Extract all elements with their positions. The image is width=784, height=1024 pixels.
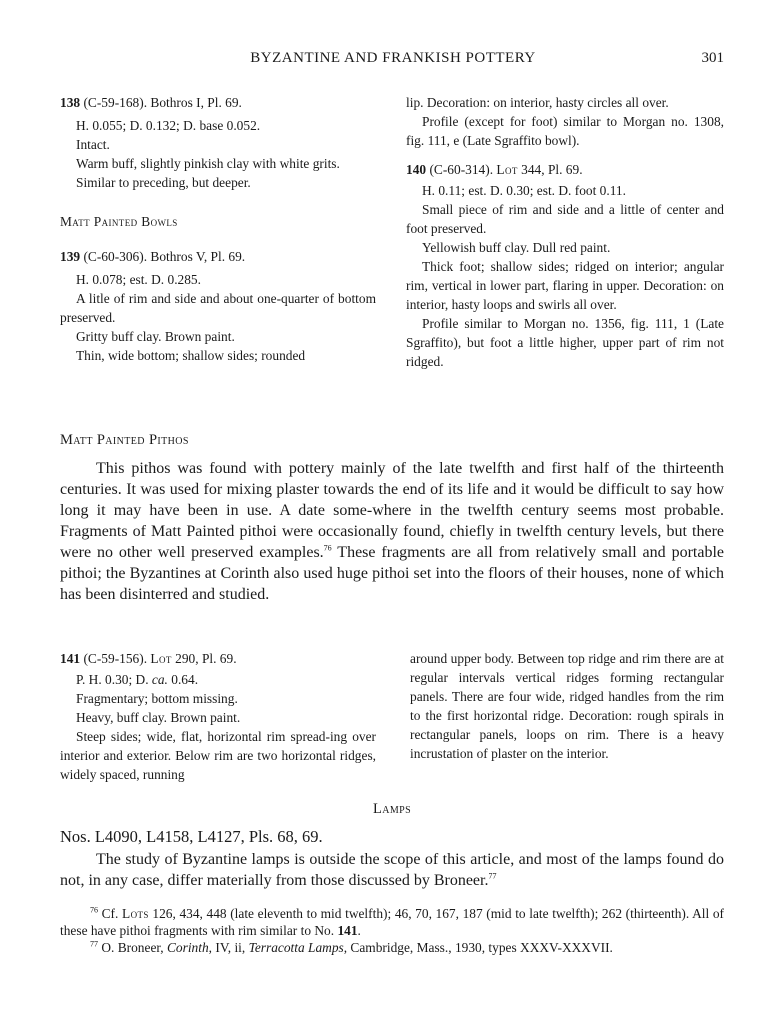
section-heading-matt-painted-pithos: Matt Painted Pithos <box>60 432 189 448</box>
lamps-numbers: Nos. L4090, L4158, L4127, Pls. 68, 69. <box>60 827 323 846</box>
entry-140-dimensions: H. 0.11; est. D. 0.30; est. D. foot 0.11. <box>422 183 626 198</box>
entry-141-description: around upper body. Between top ridge and rim there are at regular intervals vertical ridges forming rectangular panels. There are four wide, ridged handles from the rim to the first horizontal ridge. Decoration: rough spirals in rectangular panels, loops on rim. There is a heavy incrustation of plaster on the interior. <box>410 651 724 761</box>
entry-138-preservation: Intact. <box>76 137 110 152</box>
entry-138-heading: 138 (C-59-168). Bothros I, Pl. 69. <box>60 95 242 110</box>
right-column-top <box>406 93 724 371</box>
entry-139-clay: Gritty buff clay. Brown paint. <box>76 329 235 344</box>
entry-141-left <box>60 649 376 784</box>
pithos-paragraph: This pithos was found with pottery mainly of the late twelfth and first half of the thirteenth centuries. It was used for mixing plaster towards the end of its life and it would be difficult to say how long it may have been in use. A date some-where in the twelfth century seems most probable. Fragments of Matt Painted pithoi were occasionally found, chiefly in twelfth century levels, but there were no other well preserved examples.$^{76}$ These fragments are all from relatively small and portable pithoi; the Byzantines at Corinth also used huge pithoi set into the floors of their houses, none of which has been disinterred and studied. <box>60 460 724 603</box>
entry-140-shape: Thick foot; shallow sides; ridged on interior; angular rim, vertical in lower part, flaring in upper. Decoration: on interior, hasty loops and swirls all over. <box>406 259 724 312</box>
entry-141-heading: 141 (C-59-156). Lot 290, Pl. 69. <box>60 651 237 666</box>
entry-139-profile: Profile (except for foot) similar to Morgan no. 1308, fig. 111, e (Late Sgraffito bowl). <box>406 114 724 148</box>
entry-138-dimensions: H. 0.055; D. 0.132; D. base 0.052. <box>76 118 261 133</box>
footnote-77: $^{77}$ O. Broneer, Corinth, IV, ii, Terracotta Lamps, Cambridge, Mass., 1930, types XXXV-XXXVII. <box>90 939 613 955</box>
lamps-paragraph: The study of Byzantine lamps is outside the scope of this article, and most of the lamps found do not, in any case, differ materially from those discussed by Broneer.$^{77}$ <box>60 851 724 889</box>
entry-139-preservation: A litle of rim and side and about one-quarter of bottom preserved. <box>60 291 376 325</box>
running-header <box>62 50 724 72</box>
entry-number: 140 <box>406 162 427 177</box>
entry-138-comparison: Similar to preceding, but deeper. <box>76 175 251 190</box>
entry-141-shape: Steep sides; wide, flat, horizontal rim spread-ing over interior and exterior. Below rim are two horizontal ridges, widely spaced, running <box>60 729 376 782</box>
entry-138-clay: Warm buff, slightly pinkish clay with white grits. <box>76 156 340 171</box>
entry-141-dimensions: P. H. 0.30; D. ca. 0.64. <box>76 672 199 687</box>
footnote-76: $^{76}$ Cf. Lots 126, 434, 448 (late eleventh to mid twelfth); 46, 70, 167, 187 (mid to late twelfth); 262 (thirteenth). All of these have pithoi fragments with rim similar to No. 141. <box>60 905 724 938</box>
entry-139-heading: 139 (C-60-306). Bothros V, Pl. 69. <box>60 249 246 264</box>
page-number: 301 <box>701 50 724 66</box>
entry-number: 138 <box>60 95 81 110</box>
entry-139-continuation: lip. Decoration: on interior, hasty circles all over. <box>406 95 669 110</box>
entry-140-heading: 140 (C-60-314). Lot 344, Pl. 69. <box>406 162 583 177</box>
left-column-top <box>60 93 376 365</box>
entry-number: 141 <box>60 651 81 666</box>
entry-141-clay: Heavy, buff clay. Brown paint. <box>76 710 241 725</box>
running-title: BYZANTINE AND FRANKISH POTTERY <box>250 50 536 66</box>
entry-139-shape: Thin, wide bottom; shallow sides; rounded <box>76 348 306 363</box>
entry-141-preservation: Fragmentary; bottom missing. <box>76 691 238 706</box>
entry-140-preservation: Small piece of rim and side and a little of center and foot preserved. <box>406 202 724 236</box>
entry-141-right <box>410 649 724 763</box>
section-heading-matt-painted-bowls: Matt Painted Bowls <box>60 214 178 229</box>
footnote-ref-76: 76 <box>323 543 332 553</box>
footnotes <box>60 905 724 956</box>
section-heading-lamps: Lamps <box>372 801 412 817</box>
footnote-ref-77: 77 <box>488 871 497 881</box>
entry-140-profile: Profile similar to Morgan no. 1356, fig. 111, 1 (Late Sgraffito), but foot a little higher, upper part of rim not ridged. <box>406 316 724 369</box>
entry-139-dimensions: H. 0.078; est. D. 0.285. <box>76 272 201 287</box>
entry-number: 139 <box>60 249 81 264</box>
entry-140-clay: Yellowish buff clay. Dull red paint. <box>422 240 611 255</box>
